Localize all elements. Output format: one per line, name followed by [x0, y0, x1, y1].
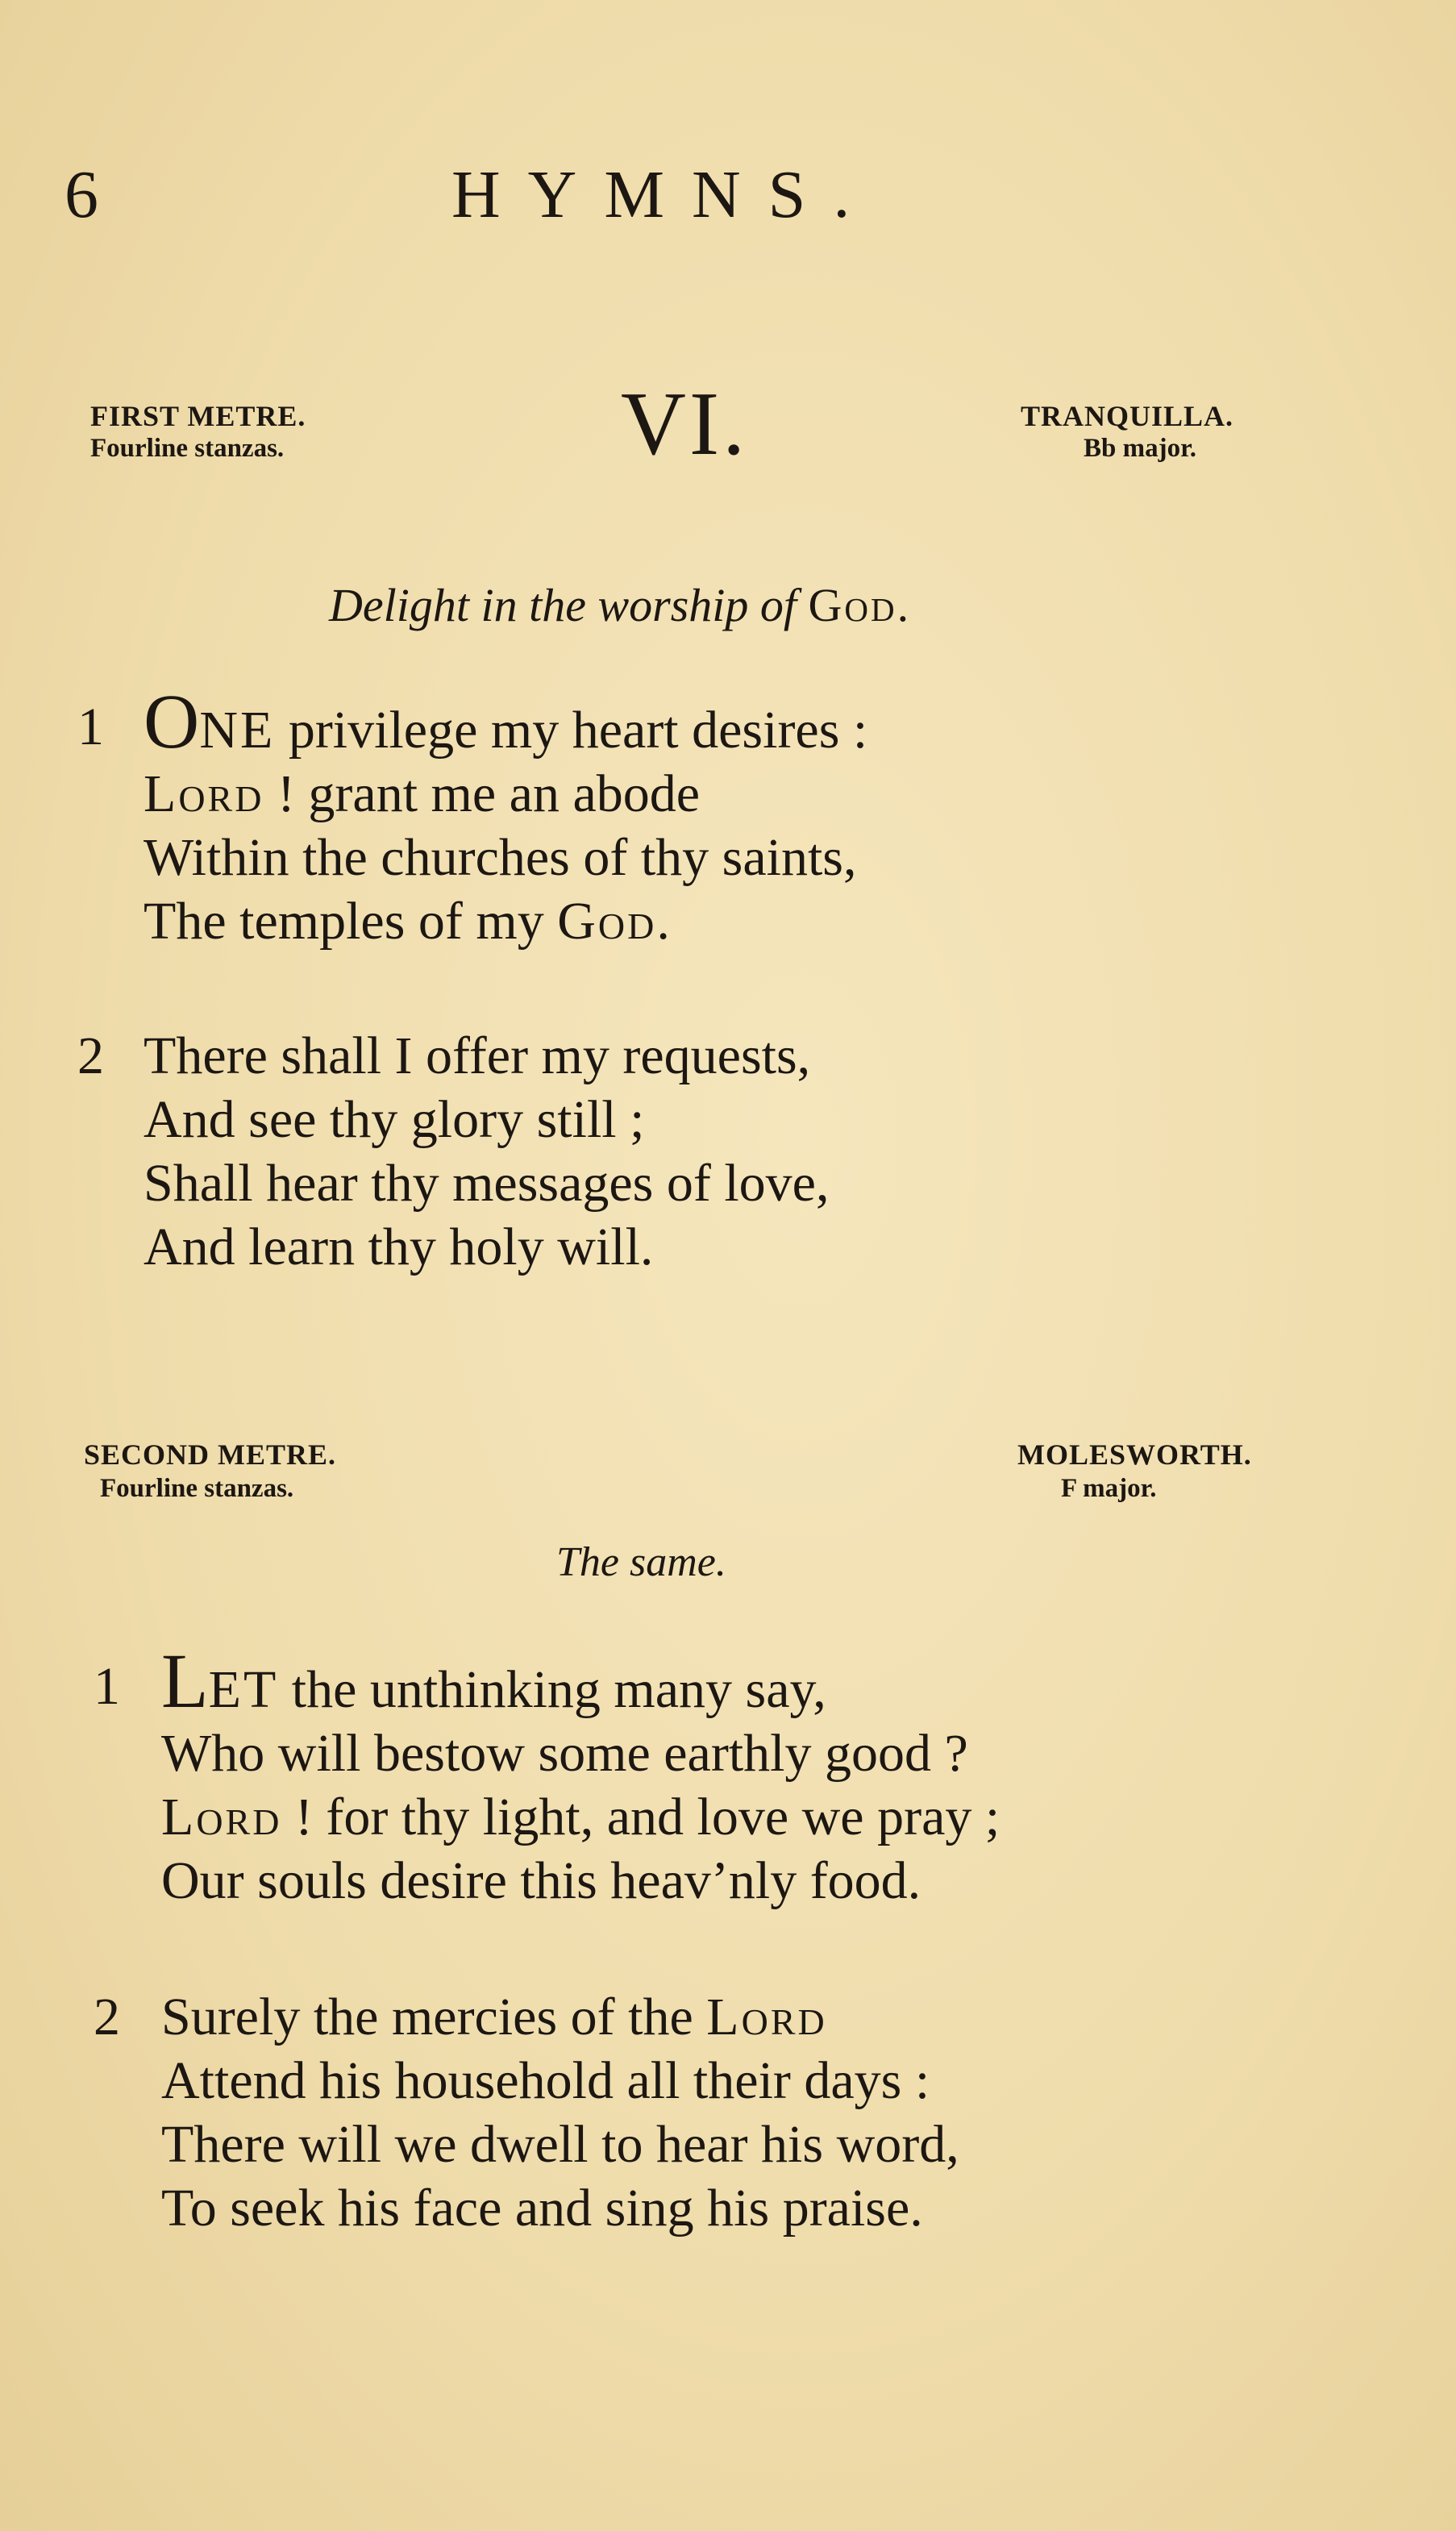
second-metre-label: SECOND METRE.	[84, 1438, 337, 1471]
line-text: The temples of my	[144, 892, 558, 951]
verse-number: 1	[77, 697, 104, 756]
first-subtitle	[329, 579, 912, 631]
verse-line: Who will bestow some earthly good ?	[161, 1724, 968, 1783]
line-text: ! grant me an abode	[264, 764, 701, 823]
verse-number: 2	[94, 1988, 120, 2046]
lord-small-caps: Lord	[144, 764, 264, 823]
line-text: ! for thy light, and love we pray ;	[281, 1788, 1000, 1846]
running-title: HYMNS.	[451, 157, 878, 232]
drop-initial: L	[161, 1638, 209, 1724]
initial-rest: NE	[199, 701, 276, 760]
verse-line: Our souls desire this heav’nly food.	[161, 1851, 921, 1910]
first-subtitle-italic: Delight in the worship of	[329, 579, 797, 631]
god-small-caps: God.	[557, 892, 672, 951]
verse-number: 1	[94, 1657, 120, 1716]
page-number: 6	[64, 157, 98, 232]
verse-line: There shall I offer my requests,	[144, 1026, 811, 1085]
verse-line: And learn thy holy will.	[144, 1218, 654, 1276]
first-subtitle-caps: God.	[808, 579, 912, 631]
verse-line: Shall hear thy messages of love,	[144, 1154, 830, 1213]
first-metre-label: FIRST METRE.	[90, 400, 306, 432]
verse-line	[144, 762, 867, 826]
lord-small-caps: Lord	[161, 1788, 282, 1846]
verse-line	[161, 1785, 1000, 1849]
first-stanza-form: Fourline stanzas.	[90, 434, 285, 463]
second-tune-name: MOLESWORTH.	[1017, 1438, 1252, 1471]
line-text: privilege my heart desires :	[275, 701, 868, 760]
second-tune-key: F major.	[1061, 1474, 1157, 1503]
verse-number: 2	[77, 1026, 104, 1085]
verse-line: Within the churches of thy saints,	[144, 828, 857, 887]
lord-small-caps: Lord	[706, 1988, 827, 2046]
first-tune-name: TRANQUILLA.	[1021, 400, 1234, 432]
initial-rest: ET	[208, 1660, 279, 1719]
verse-line	[161, 1638, 1000, 1724]
drop-initial: O	[144, 678, 200, 764]
line-text: Surely the mercies of the	[161, 1988, 707, 2046]
verse-line	[144, 889, 867, 953]
hymn-number: VI.	[621, 374, 749, 474]
verse-line: Attend his household all their days :	[161, 2051, 930, 2110]
verse-line: And see thy glory still ;	[144, 1090, 645, 1149]
second-stanza-form: Fourline stanzas.	[100, 1474, 294, 1503]
verse-line	[161, 1985, 959, 2049]
verse-line: There will we dwell to hear his word,	[161, 2115, 959, 2174]
second-subtitle: The same.	[556, 1539, 726, 1585]
first-tune-key: Bb major.	[1084, 434, 1196, 463]
line-text: the unthinking many say,	[278, 1660, 826, 1719]
verse-line	[144, 678, 868, 764]
verse-line: To seek his face and sing his praise.	[161, 2179, 923, 2238]
